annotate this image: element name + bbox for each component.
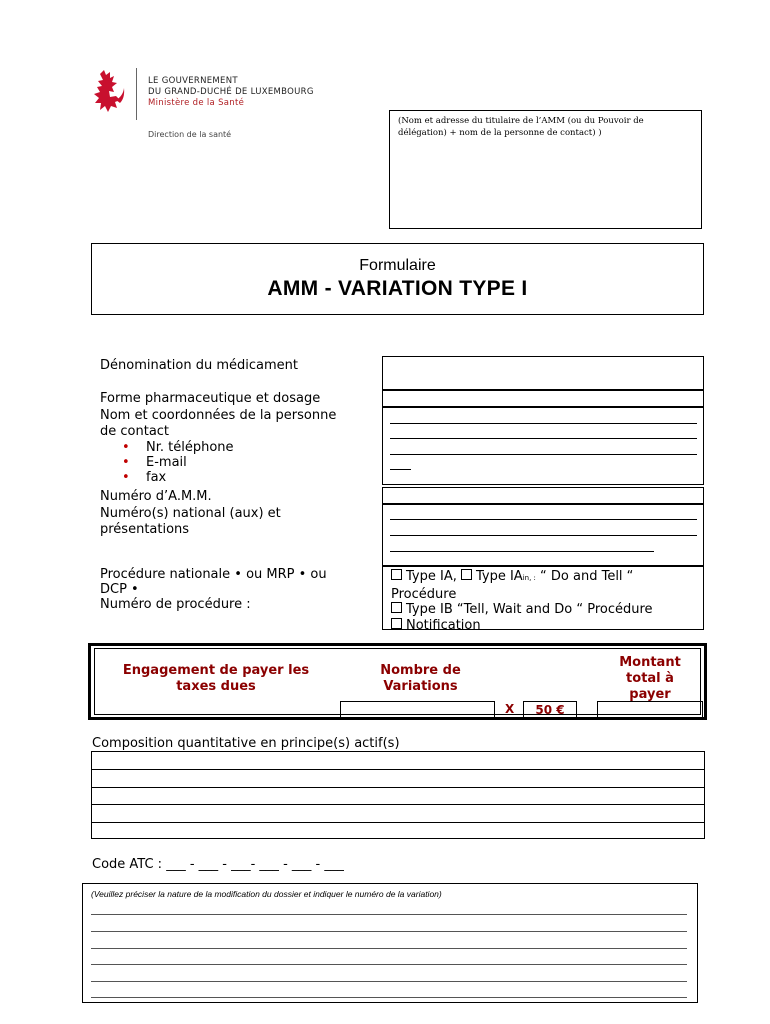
numeros-nationaux-label-1: Numéro(s) national (aux) et (100, 506, 281, 521)
fee-count-line2: Variations (383, 679, 458, 694)
email-label: E-mail (146, 455, 187, 470)
procedure-word: Procédure (391, 586, 457, 602)
composition-row-divider (92, 804, 704, 805)
notification-label: Notification (406, 617, 481, 633)
fee-table-inner (94, 648, 701, 715)
variation-count-field[interactable] (340, 701, 495, 719)
fee-table (88, 643, 707, 720)
variation-notes-box[interactable] (82, 883, 698, 1003)
numeros-nationaux-field[interactable] (382, 504, 704, 566)
nat-line (390, 551, 654, 552)
composition-row-divider (92, 822, 704, 823)
notes-line (91, 981, 687, 982)
option-notification-row (391, 618, 699, 634)
fee-count-line1: Nombre de (380, 663, 461, 678)
fee-count-heading (343, 663, 498, 695)
notes-line (91, 914, 687, 915)
fee-total-line2: total à (626, 671, 674, 686)
form-subtitle: Formulaire (359, 257, 436, 274)
do-and-tell-label: “ Do and Tell “ (535, 569, 634, 584)
telephone-label: Nr. téléphone (146, 440, 234, 455)
form-title-box (91, 243, 704, 315)
total-amount-field[interactable] (597, 701, 703, 719)
type-ib-label: Type IB “Tell, Wait and Do “ Procédure (406, 602, 653, 617)
multiply-sign: X (505, 702, 515, 716)
forme-label: Forme pharmaceutique et dosage (100, 391, 321, 406)
fee-engagement-heading (99, 663, 333, 695)
numero-amm-field[interactable] (382, 487, 704, 504)
fax-label: fax (146, 470, 167, 485)
unit-price: 50 € (523, 701, 577, 719)
procedure-label-1: Procédure nationale • ou MRP • ou (100, 567, 327, 582)
logo-divider (136, 68, 137, 120)
notes-line (91, 964, 687, 965)
composition-grid[interactable] (91, 751, 705, 839)
composition-row-divider (92, 787, 704, 788)
atc-code-field[interactable]: Code ATC : ___ - ___ - ___- ___ - ___ - ___ (92, 857, 344, 872)
procedure-number-label: Numéro de procédure : (100, 597, 251, 612)
type-iain-checkbox[interactable] (461, 569, 472, 580)
contact-label-1: Nom et coordonnées de la personne (100, 408, 337, 423)
forme-field[interactable] (382, 390, 704, 407)
bullet-fax: • fax (122, 470, 167, 485)
numeros-nationaux-label-2: présentations (100, 522, 190, 537)
fee-total-line1: Montant (619, 655, 681, 670)
notification-checkbox[interactable] (391, 618, 402, 629)
option-type-ib-row (391, 602, 699, 618)
denomination-field[interactable] (382, 356, 704, 390)
contact-line (390, 423, 697, 424)
procedure-type-field (382, 566, 704, 633)
type-iain-label: Type IA (475, 569, 523, 584)
type-ib-checkbox[interactable] (391, 602, 402, 613)
notes-line (91, 997, 687, 998)
ministry-name: Ministère de la Santé (148, 98, 245, 108)
numero-amm-label: Numéro d’A.M.M. (100, 489, 212, 504)
contact-line (390, 438, 697, 439)
notes-line (91, 931, 687, 932)
holder-address-box[interactable] (389, 110, 702, 229)
fee-engagement-line1: Engagement de payer les (122, 663, 310, 678)
form-title: AMM - VARIATION TYPE I (267, 277, 528, 300)
contact-label-2: de contact (100, 424, 170, 439)
contact-line (390, 454, 697, 455)
bullet-telephone: • Nr. téléphone (122, 440, 234, 455)
luxembourg-lion-logo (90, 70, 126, 116)
nat-line (390, 535, 697, 536)
notes-hint: (Veuillez préciser la nature de la modification du dossier et indiquer le numéro de la variation) (91, 889, 442, 899)
gov-line-1: LE GOUVERNEMENT (148, 76, 238, 86)
bullet-email: • E-mail (122, 455, 187, 470)
notes-line (91, 948, 687, 949)
nat-line (390, 519, 697, 520)
procedure-label-2: DCP • (100, 582, 139, 597)
procedure-options (391, 569, 699, 633)
fee-total-heading (595, 655, 705, 703)
contact-field[interactable] (382, 407, 704, 485)
composition-label: Composition quantitative en principe(s) actif(s) (92, 736, 400, 751)
type-iain-subscript: in, : (522, 574, 536, 582)
fee-total-line3: payer (629, 687, 671, 702)
type-ia-label: Type IA, (406, 569, 461, 584)
contact-line (390, 469, 411, 470)
option-type-ia-row (391, 569, 699, 587)
direction-label: Direction de la santé (148, 130, 232, 139)
fee-engagement-line2: taxes dues (176, 679, 256, 694)
gov-line-2: DU GRAND-DUCHÉ DE LUXEMBOURG (148, 87, 314, 97)
composition-row-divider (92, 769, 704, 770)
type-ia-checkbox[interactable] (391, 569, 402, 580)
denomination-label: Dénomination du médicament (100, 358, 298, 373)
address-hint: (Nom et adresse du titulaire de l’AMM (ou du Pouvoir de délégation) + nom de la personne de contact) ) (398, 116, 644, 138)
